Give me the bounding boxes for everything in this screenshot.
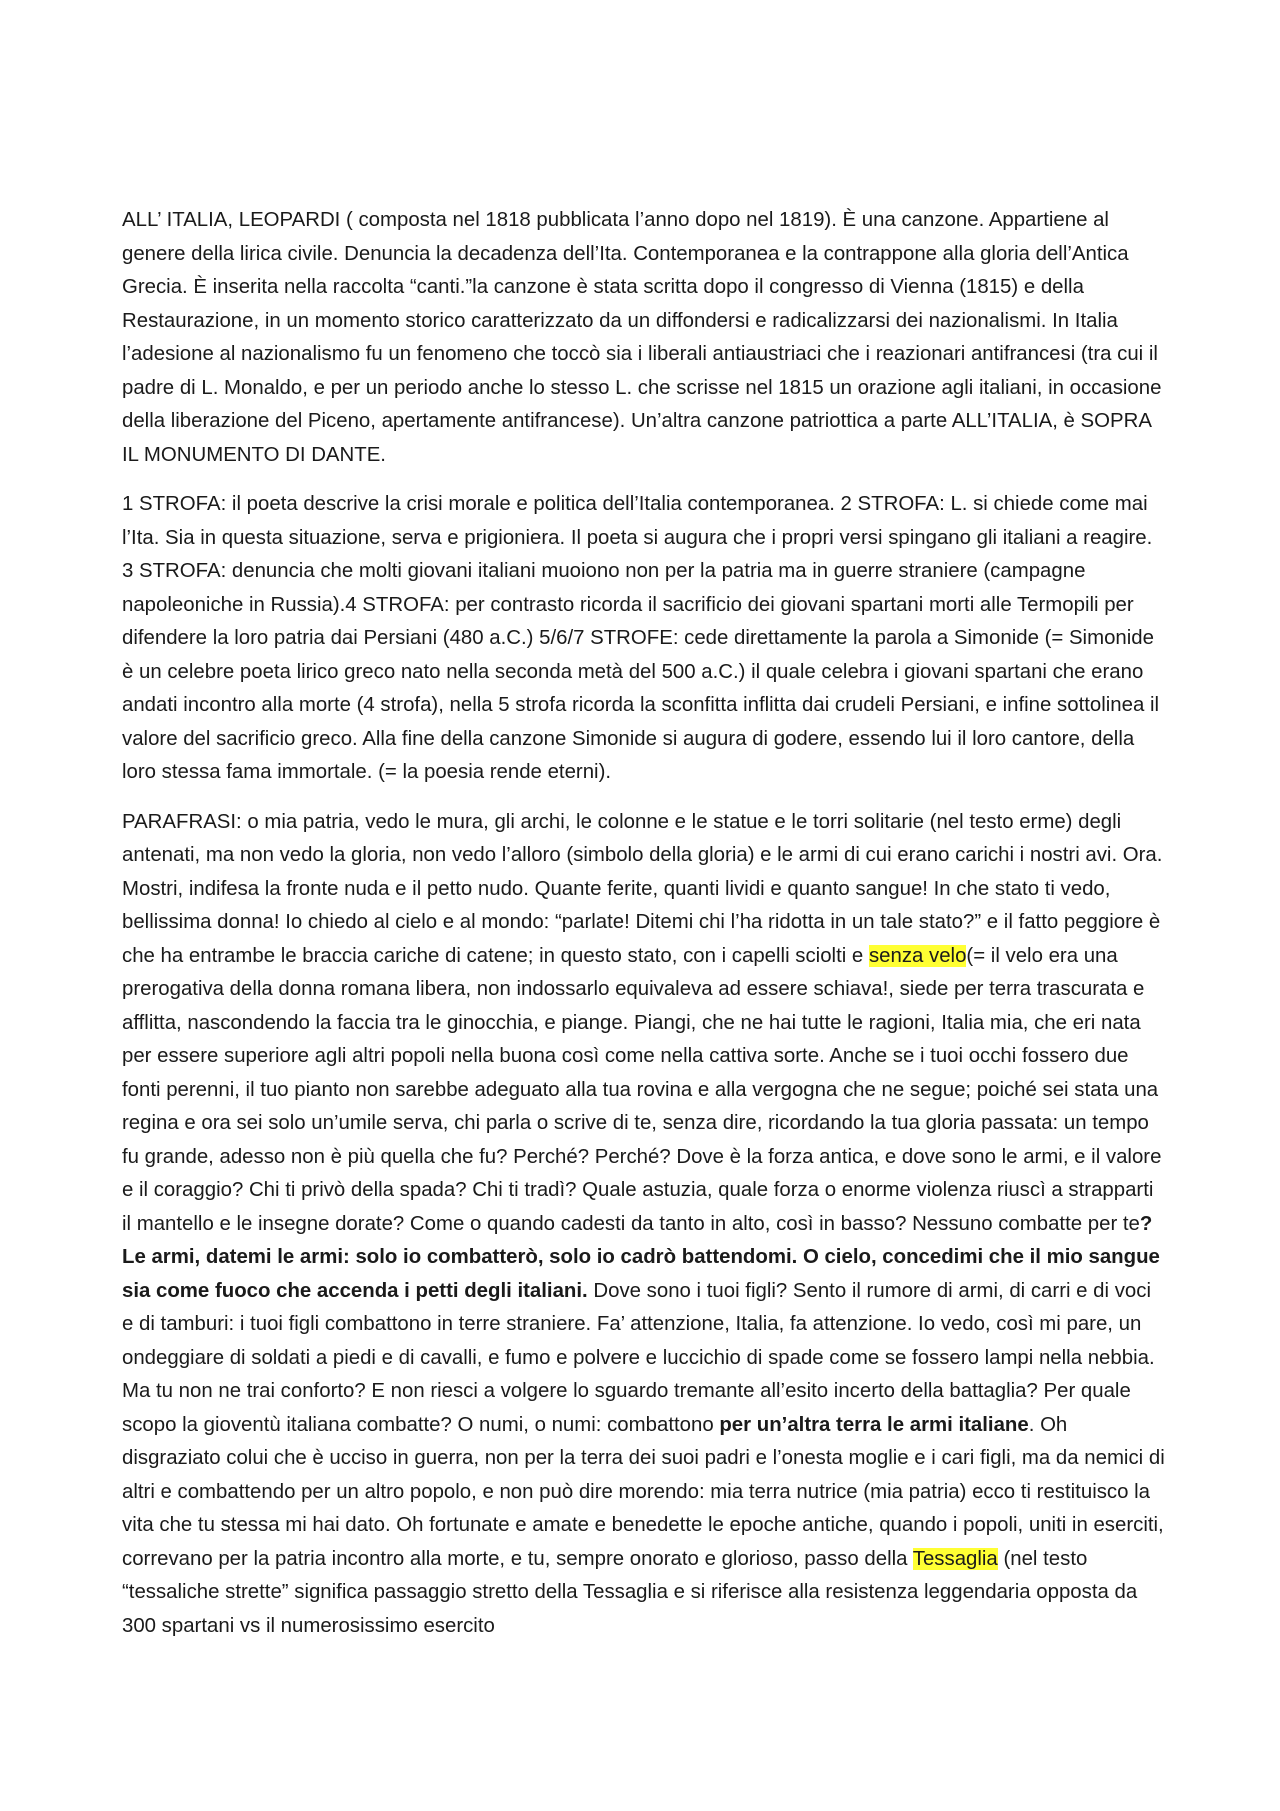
bold-armi-passage: ? Le armi, datemi le armi: solo io combatterò, solo io cadrò battendomi. O cielo, concedimi che il mio sangue sia come fuoco che accenda i petti degli italiani. [122,1212,1160,1302]
highlight-senza-velo: senza velo [868,944,967,967]
document-page [122,204,1166,1659]
bold-altra-terra: per un’altra terra le armi italiane [719,1413,1029,1436]
parafrasi-text-4: . Oh disgraziato colui che è ucciso in guerra, non per la terra dei suoi padri e l’onesta moglie e i cari figli, ma da nemici di altri e combattendo per un altro popolo, e non può dire morendo: mia terra nutrice (mia patria) ecco ti restituisco la vita che tu stessa mi hai dato. Oh fortunate e amate e benedette le epoche antiche, quando i popoli, uniti in eserciti, correvano per la patria incontro alla morte, e tu, sempre onorato e glorioso, passo della [122,1413,1165,1570]
parafrasi-text-2: (= il velo era una prerogativa della donna romana libera, non indossarlo equivaleva ad essere schiava!, siede per terra trascurata e afflitta, nascondendo la faccia tra le ginocchia, e piange. Piangi, che ne hai tutte le ragioni, Italia mia, che eri nata per essere superiore agli altri popoli nella buona così come nella cattiva sorte. Anche se i tuoi occhi fossero due fonti perenni, il tuo pianto non sarebbe adeguato alla tua rovina e alla vergogna che ne segue; poiché sei stata una regina e ora sei solo un’umile serva, chi parla o scrive di te, senza dire, ricordando la tua gloria passata: un tempo fu grande, adesso non è più quella che fu? Perché? Perché? Dove è la forza antica, e dove sono le armi, e il valore e il coraggio? Chi ti privò della spada? Chi ti tradì? Quale astuzia, quale forza o enorme violenza riuscì a strapparti il mantello e le insegne dorate? Come o quando cadesti da tanto in alto, così in basso? Nessuno combatte per te [122,944,1162,1235]
parafrasi-text-5: (nel testo “tessaliche strette” significa passaggio stretto della Tessaglia e si riferisce alla resistenza leggendaria opposta da 300 spartani vs il numerosissimo esercito [122,1547,1138,1637]
highlight-tessaglia: Tessaglia [912,1547,998,1570]
strofe-paragraph: 1 STROFA: il poeta descrive la crisi morale e politica dell’Italia contemporanea. 2 STROFA: L. si chiede come mai l’Ita. Sia in questa situazione, serva e prigioniera. Il poeta si augura che i propri versi spingano gli italiani a reagire. 3 STROFA: denuncia che molti giovani italiani muoiono non per la patria ma in guerre straniere (campagne napoleoniche in Russia).4 STROFA: per contrasto ricorda il sacrificio dei giovani spartani morti alle Termopili per difendere la loro patria dai Persiani (480 a.C.) 5/6/7 STROFE: cede direttamente la parola a Simonide (= Simonide è un celebre poeta lirico greco nato nella seconda metà del 500 a.C.) il quale celebra i giovani spartani che erano andati incontro alla morte (4 strofa), nella 5 strofa ricorda la sconfitta inflitta dai crudeli Persiani, e infine sottolinea il valore del sacrificio greco. Alla fine della canzone Simonide si augura di godere, essendo lui il loro cantore, della loro stessa fama immortale. (= la poesia rende eterni). [122,493,1160,783]
parafrasi-text-1: PARAFRASI: o mia patria, vedo le mura, gli archi, le colonne e le statue e le torri solitarie (nel testo erme) degli antenati, ma non vedo la gloria, non vedo l’alloro (simbolo della gloria) e le armi di cui erano carichi i nostri avi. Ora. Mostri, indifesa la fronte nuda e il petto nudo. Quante ferite, quanti lividi e quanto sangue! In che stato ti vedo, bellissima donna! Io chiedo al cielo e al mondo: “parlate! Ditemi chi l’ha ridotta in un tale stato?” e il fatto peggiore è che ha entrambe le braccia cariche di catene; in questo stato, con i capelli sciolti e [122,810,1163,967]
parafrasi-paragraph [122,806,1166,1644]
parafrasi-text-3: Dove sono i tuoi figli? Sento il rumore di armi, di carri e di voci e di tamburi: i tuoi figli combattono in terre straniere. Fa’ attenzione, Italia, fa attenzione. Io vedo, così mi pare, un ondeggiare di soldati a piedi e di cavalli, e fumo e polvere e luccichio di spade come se fossero lampi nella nebbia. Ma tu non ne trai conforto? E non riesci a volgere lo sguardo tremante all’esito incerto della battaglia? Per quale scopo la gioventù italiana combatte? O numi, o numi: combattono [122,1279,1155,1436]
intro-paragraph: ALL’ ITALIA, LEOPARDI ( composta nel 1818 pubblicata l’anno dopo nel 1819). È una canzone. Appartiene al genere della lirica civile. Denuncia la decadenza dell’Ita. Contemporanea e la contrappone alla gloria dell’Antica Grecia. È inserita nella raccolta “canti.”la canzone è stata scritta dopo il congresso di Vienna (1815) e della Restaurazione, in un momento storico caratterizzato da un diffondersi e radicalizzarsi dei nazionalismi. In Italia l’adesione al nazionalismo fu un fenomeno che toccò sia i liberali antiaustriaci che i reazionari antifrancesi (tra cui il padre di L. Monaldo, e per un periodo anche lo stesso L. che scrisse nel 1815 un orazione agli italiani, in occasione della liberazione del Piceno, apertamente antifrancese). Un’altra canzone patriottica a parte ALL’ITALIA, è SOPRA IL MONUMENTO DI DANTE. [122,209,1162,466]
